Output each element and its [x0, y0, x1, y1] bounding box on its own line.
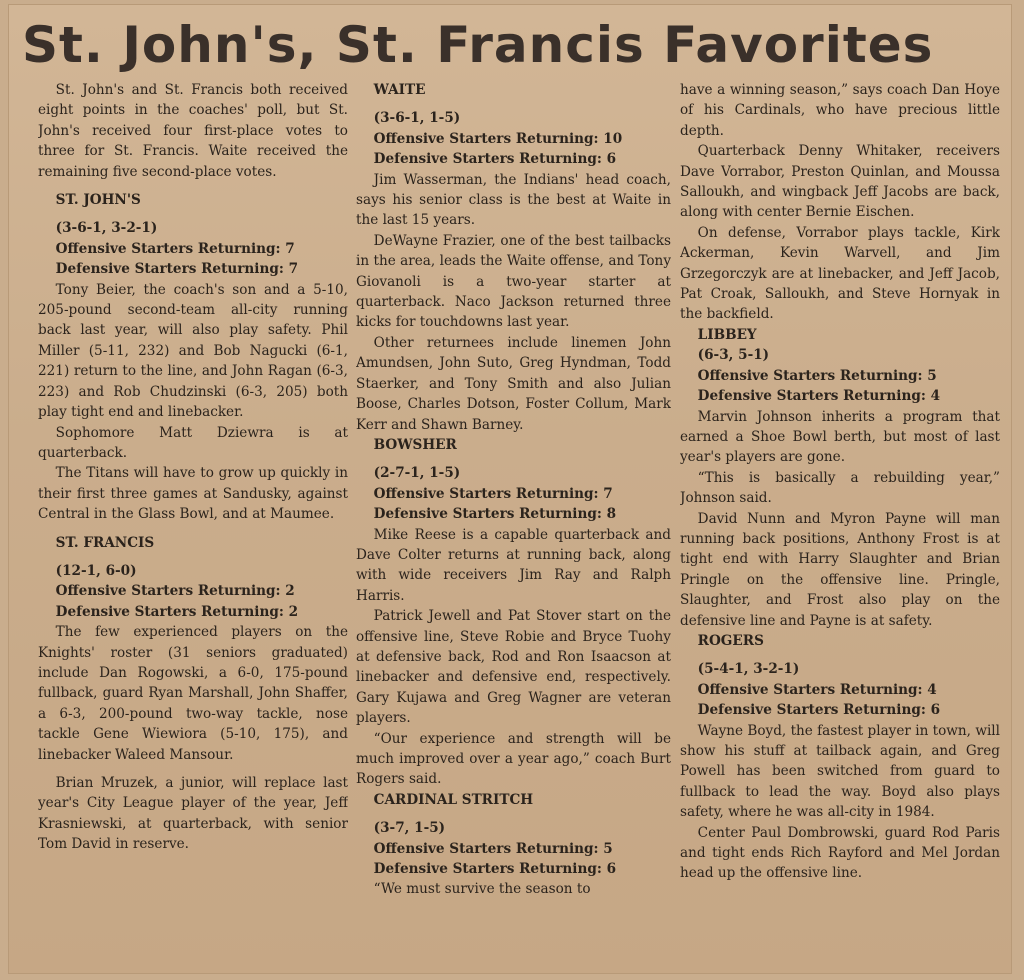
paragraph: Jim Wasserman, the Indians' head coach, says his senior class is the best at Waite in the last 15 years. [356, 171, 671, 229]
paragraph: Other returnees include linemen John Amundsen, John Suto, Greg Hyndman, Todd Staerker, and Tony Smith and also Julian Boose, Charles Dotson, Foster Collum, Mark Kerr and Shawn Barney. [356, 334, 671, 433]
intro-paragraph: St. John's and St. Francis both received eight points in the coaches' poll, but St. John's received four first-place votes to three for St. Francis. Waite received the remaining five second-place votes. [38, 82, 348, 180]
defensive-starters: Defensive Starters Returning: 6 [697, 702, 941, 719]
offensive-starters: Offensive Starters Returning: 5 [697, 367, 937, 384]
paragraph: “This is basically a rebuilding year,” Johnson said. [680, 469, 1000, 507]
paragraph: Center Paul Dombrowski, guard Rod Paris and tight ends Rich Rayford and Mel Jordan head up the offensive line. [680, 824, 1000, 882]
offensive-starters: Offensive Starters Returning: 7 [373, 485, 613, 502]
newspaper-clipping [8, 4, 1012, 974]
column-3 [680, 80, 1000, 970]
paragraph: Mike Reese is a capable quarterback and Dave Colter returns at running back, along with wide receivers Jim Ray and Ralph Harris. [356, 526, 671, 604]
column-1 [38, 80, 348, 970]
paragraph: DeWayne Frazier, one of the best tailbacks in the area, leads the Waite offense, and Tony Giovanoli is a two-year starter at quarterback. Naco Jackson returned three kicks for touchdowns last year. [356, 232, 671, 331]
defensive-starters: Defensive Starters Returning: 6 [373, 151, 617, 168]
defensive-starters: Defensive Starters Returning: 7 [55, 261, 299, 278]
paragraph: Brian Mruzek, a junior, will replace last year's City League player of the year, Jeff Krasniewski, at quarterback, with senior Tom David in reserve. [38, 775, 348, 853]
team-record: (3-7, 1-5) [373, 820, 446, 837]
offensive-starters: Offensive Starters Returning: 4 [697, 681, 937, 698]
paragraph: “Our experience and strength will be much improved over a year ago,” coach Burt Rogers said. [356, 730, 671, 788]
team-record: (12-1, 6-0) [55, 562, 137, 579]
paragraph: Wayne Boyd, the fastest player in town, will show his stuff at tailback again, and Greg Powell has been switched from guard to fullback to lead the way. Boyd also plays safety, where he was all-city in 1984. [680, 722, 1000, 821]
section-heading-st-johns: ST. JOHN'S [55, 192, 141, 209]
section-heading-cardinal-stritch: CARDINAL STRITCH [373, 791, 534, 808]
section-heading-st-francis: ST. FRANCIS [55, 534, 155, 551]
paragraph: On defense, Vorrabor plays tackle, Kirk Ackerman, Kevin Warvell, and Jim Grzegorczyk are at linebacker, and Jeff Jacob, Pat Croak, Salloukh, and Steve Hornyak in the backfield. [680, 224, 1000, 323]
team-record: (3-6-1, 3-2-1) [55, 220, 158, 237]
offensive-starters: Offensive Starters Returning: 10 [373, 130, 623, 147]
paragraph: Sophomore Matt Dziewra is at quarterback. [38, 424, 348, 461]
offensive-starters: Offensive Starters Returning: 5 [373, 840, 613, 857]
paragraph: Marvin Johnson inherits a program that earned a Shoe Bowl berth, but most of last year's players are gone. [680, 408, 1000, 466]
paragraph: David Nunn and Myron Payne will man running back positions, Anthony Frost is at tight end with Harry Slaughter and Brian Pringle on the offensive line. Pringle, Slaughter, and Frost also play on the defensive line and Payne is at safety. [680, 510, 1000, 629]
section-heading-waite: WAITE [373, 82, 426, 98]
headline: St. John's, St. Francis Favorites [22, 16, 934, 74]
defensive-starters: Defensive Starters Returning: 6 [373, 861, 617, 878]
offensive-starters: Offensive Starters Returning: 7 [55, 240, 295, 257]
paragraph: The Titans will have to grow up quickly in their first three games at Sandusky, against Central in the Glass Bowl, and at Maumee. [38, 465, 348, 523]
team-record: (3-6-1, 1-5) [373, 110, 461, 127]
paragraph: “We must survive the season to [373, 881, 591, 898]
team-record: (6-3, 5-1) [697, 347, 770, 364]
defensive-starters: Defensive Starters Returning: 2 [55, 603, 299, 620]
defensive-starters: Defensive Starters Returning: 4 [697, 388, 941, 405]
paragraph: Patrick Jewell and Pat Stover start on the offensive line, Steve Robie and Bryce Tuohy at defensive back, Rod and Ron Isaacson at linebacker and defensive end, respectively. Gary Kujawa and Greg Wagner are veteran players. [356, 608, 671, 727]
section-heading-rogers: ROGERS [697, 632, 764, 649]
defensive-starters: Defensive Starters Returning: 8 [373, 506, 617, 523]
team-record: (2-7-1, 1-5) [373, 465, 461, 482]
section-heading-bowsher: BOWSHER [373, 436, 457, 453]
column-2 [356, 80, 671, 970]
team-record: (5-4-1, 3-2-1) [697, 661, 800, 678]
paragraph: Tony Beier, the coach's son and a 5-10, 205-pound second-team all-city running back last year, will also play safety. Phil Miller (5-11, 232) and Bob Nagucki (6-1, 221) return to the line, and John Ragan (6-3, 223) and Rob Chudzinski (6-3, 205) both play tight end and linebacker. [38, 281, 348, 421]
section-heading-libbey: LIBBEY [697, 326, 757, 343]
offensive-starters: Offensive Starters Returning: 2 [55, 583, 295, 600]
paragraph: The few experienced players on the Knights' roster (31 seniors graduated) include Dan Rogowski, a 6-0, 175-pound fullback, guard Ryan Marshall, John Shaffer, a 6-3, 200-pound two-way tackle, nose tackle Gene Wiewiora (5-10, 175), and linebacker Waleed Mansour. [38, 624, 348, 763]
paragraph-continued: have a winning season,” says coach Dan Hoye of his Cardinals, who have precious little depth. [680, 82, 1000, 139]
paragraph: Quarterback Denny Whitaker, receivers Dave Vorrabor, Preston Quinlan, and Moussa Salloukh, and wingback Jeff Jacobs are back, along with center Bernie Eischen. [680, 143, 1000, 221]
